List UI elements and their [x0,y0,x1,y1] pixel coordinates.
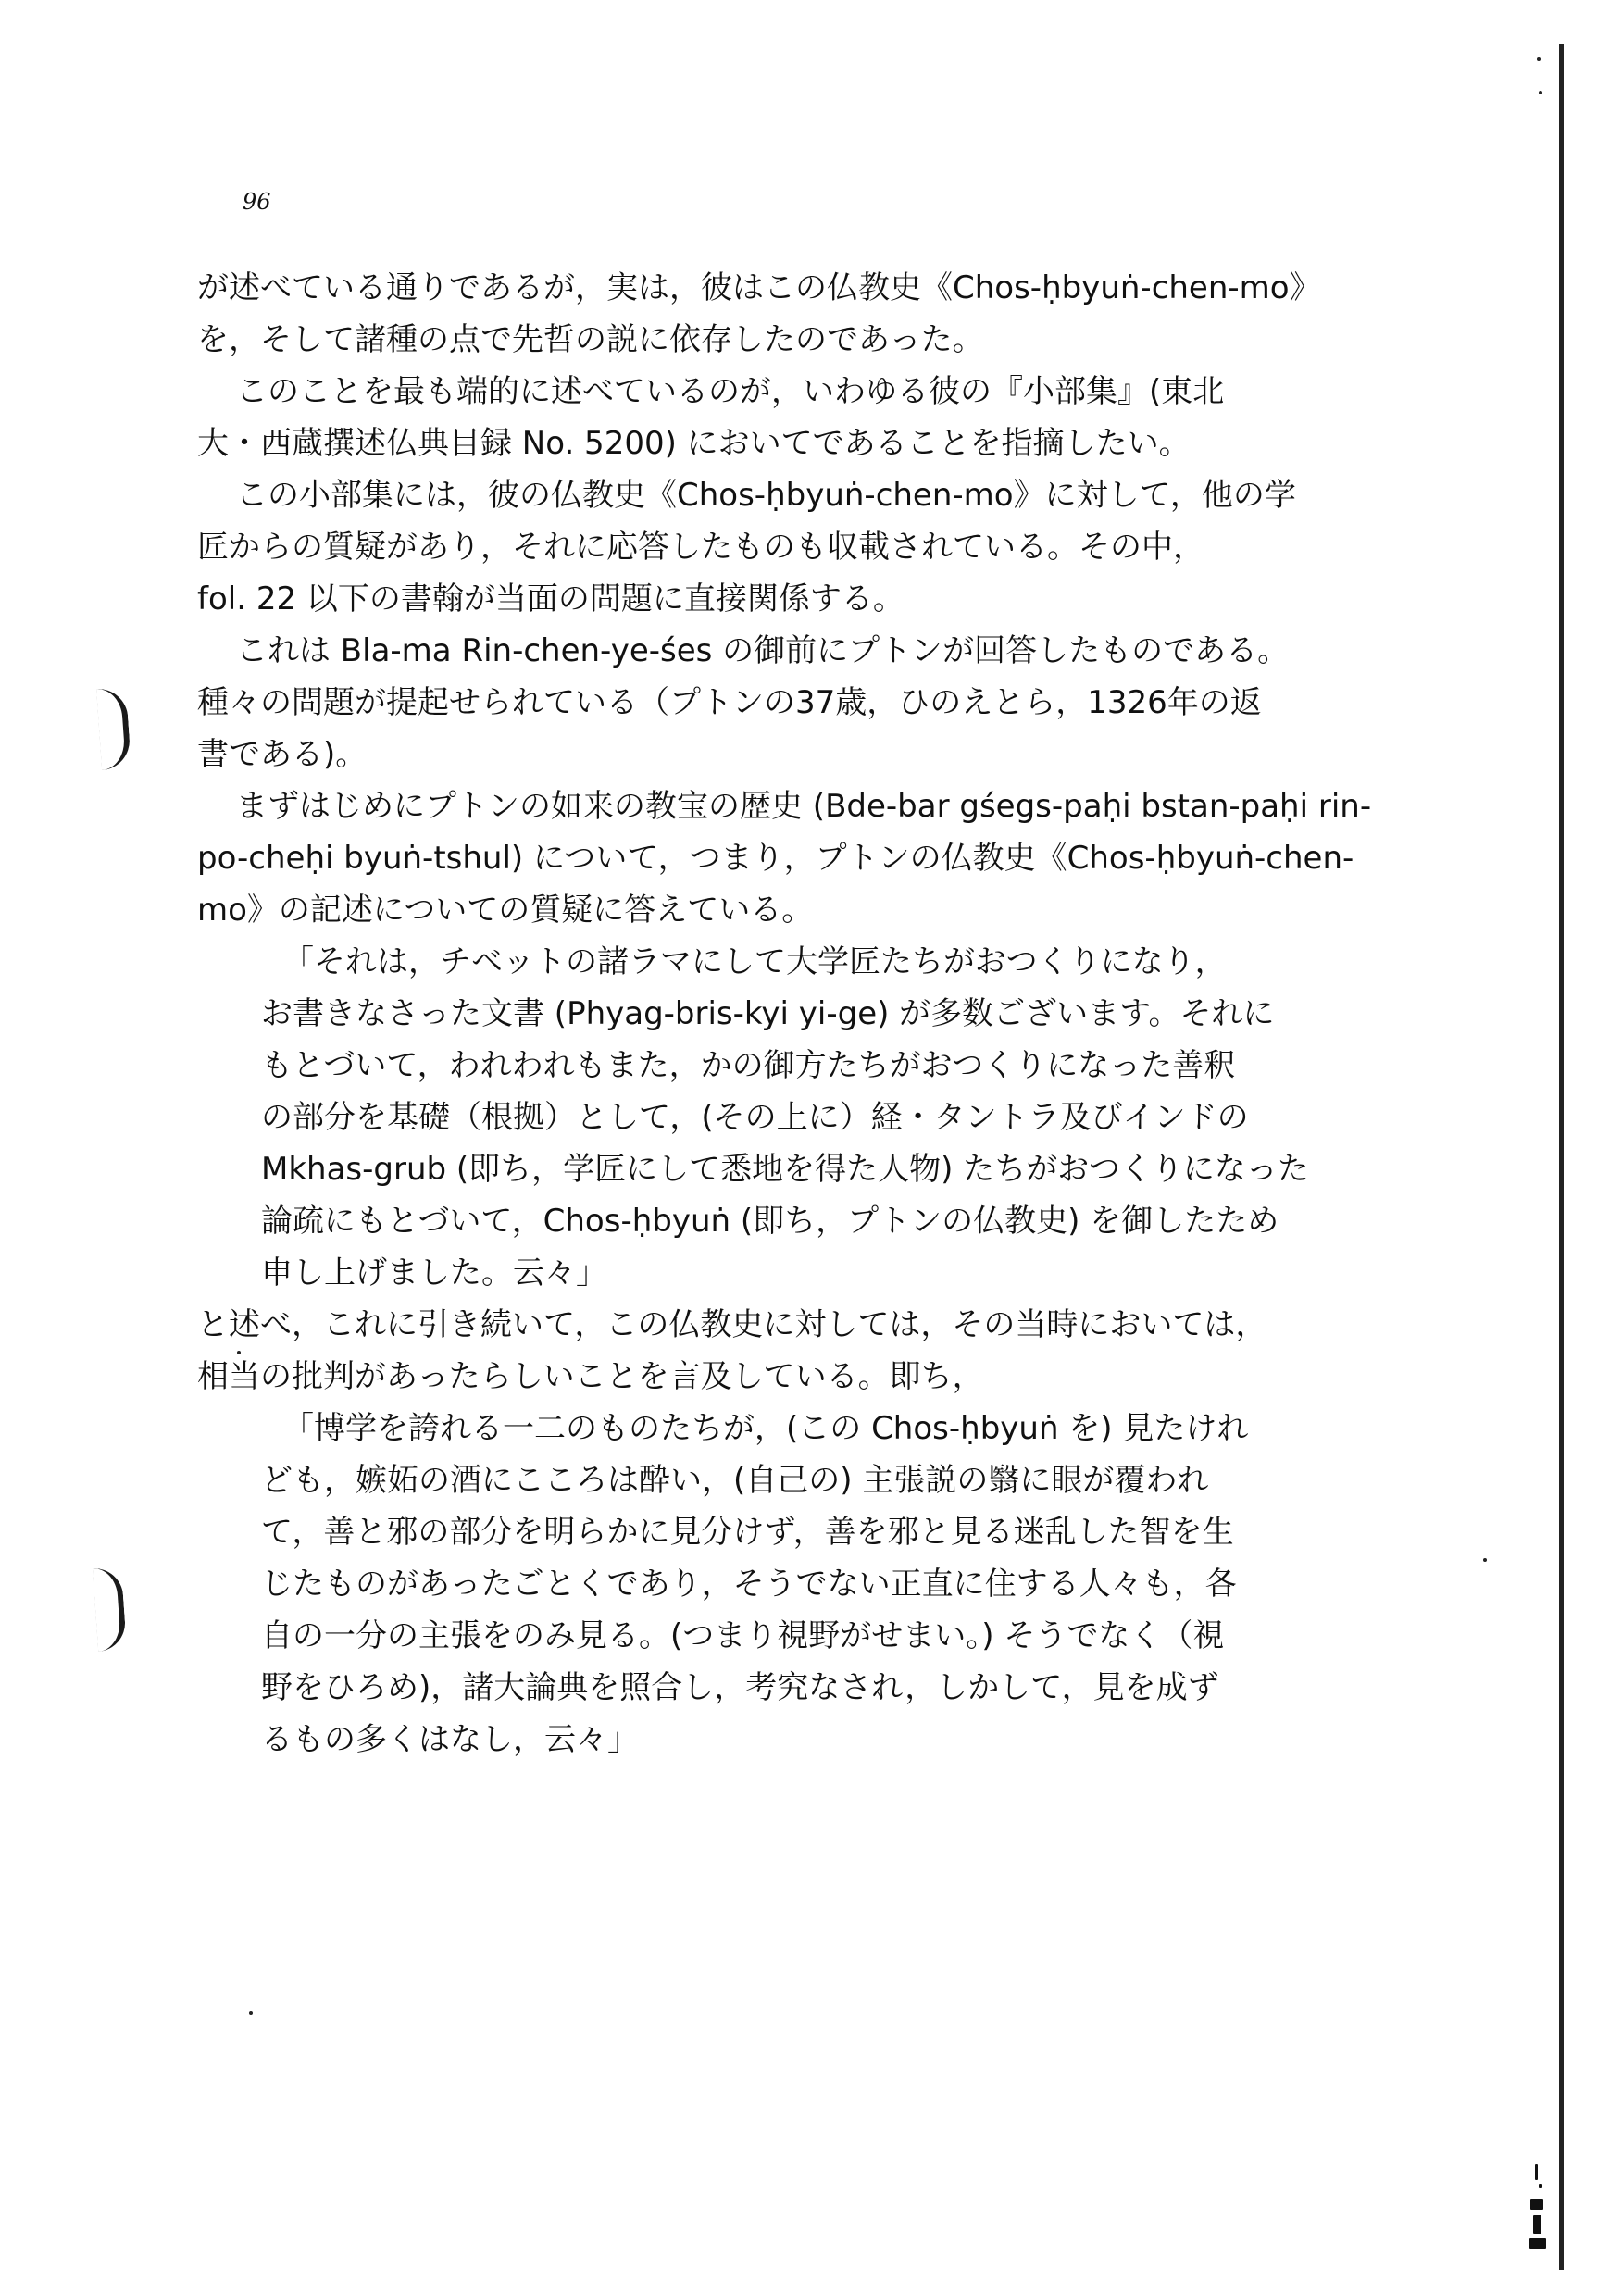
quote-line: じたものがあったごとくであり，そうでない正直に住する人々も，各 [261,1566,1237,1603]
scan-dot [249,2011,253,2015]
text-line: mo》の記述についての質疑に答えている。 [197,892,814,929]
quote-line: お書きなさった文書 (Phyag-bris-kyi yi-ge) が多数ございます。それに [261,995,1275,1032]
binding-arc-mark-bottom [93,1566,127,1652]
text-line: 大・西蔵撰述仏典目録 No. 5200) においてであることを指摘したい。 [197,425,1191,462]
text-line: を，そして諸種の点で先哲の説に依存したのであった。 [197,321,984,358]
scan-dot [1483,1558,1487,1562]
quote-line: て，善と邪の部分を明らかに見分けず，善を邪と見る迷乱した智を生 [261,1514,1234,1551]
text-line: このことを最も端的に述べているのが，いわゆる彼の『小部集』(東北 [236,373,1225,410]
text-line: 書である)。 [197,736,368,773]
main-text [197,263,1373,1766]
quote-line: ども，嫉妬の酒にこころは酔い，(自己の) 主張説の翳に眼が覆われ [261,1462,1209,1499]
quote-line: 「博学を誇れる一二のものたちが，(この Chos-ḥbyuṅ を) 見たけれ [282,1410,1249,1447]
quote-line: の部分を基礎（根拠）として，(その上に）経・タントラ及びインドの [261,1099,1249,1136]
text-line: この小部集には，彼の仏教史《Chos-ḥbyuṅ-chen-mo》に対して，他の学 [236,477,1296,514]
text-line: これは Bla-ma Rin-chen-ye-śes の御前にプトンが回答したものである。 [236,632,1290,669]
scan-dot [1539,91,1542,94]
page-number: 96 [243,189,271,215]
quote-line: 自の一分の主張をのみ見る。(つまり視野がせまい。) そうでなく（視 [261,1617,1225,1654]
quote-line: 「それは，チベットの諸ラマにして大学匠たちがおつくりになり， [282,943,1227,980]
quote-line: るもの多くはなし，云々」 [261,1721,639,1758]
text-line: が述べている通りであるが，実は，彼はこの仏教史《Chos-ḥbyuṅ-chen-mo》 [197,269,1321,306]
quote-line: 論疏にもとづいて，Chos-ḥbyuṅ (即ち，プトンの仏教史) を御したため [261,1203,1279,1240]
quote-line: Mkhas-grub (即ち，学匠にして悉地を得た人物) たちがおつくりになった [261,1151,1309,1188]
text-line: 種々の問題が提起せられている（プトンの37歳，ひのえとら，1326年の返 [197,684,1262,721]
text-line: 相当の批判があったらしいことを言及している。即ち， [197,1358,984,1395]
quote-line: もとづいて，われわれもまた，かの御方たちがおつくりになった善釈 [261,1047,1236,1084]
text-line: まずはじめにプトンの如来の教宝の歴史 (Bde-bar gśegs-paḥi bstan-paḥi rin- [236,788,1372,825]
quote-line: 申し上げました。云々」 [261,1254,607,1292]
scanner-mark-icon [1529,2164,1550,2252]
text-line: と述べ，これに引き続いて，この仏教史に対しては，その当時においては， [197,1306,1267,1343]
quote-line: 野をひろめ)，諸大論典を照合し，考究なされ，しかして，見を成ず [261,1669,1219,1706]
scan-dot [237,1351,241,1354]
text-line: po-cheḥi byuṅ-tshul) について，つまり，プトンの仏教史《Chos-ḥbyuṅ-chen- [197,840,1354,877]
text-line: fol. 22 以下の書翰が当面の問題に直接関係する。 [197,580,905,618]
scan-dot [1537,57,1541,61]
binding-arc-mark-top [96,687,131,770]
scan-edge-line [1559,44,1564,2270]
text-line: 匠からの質疑があり，それに応答したものも収載されている。その中， [197,529,1204,566]
